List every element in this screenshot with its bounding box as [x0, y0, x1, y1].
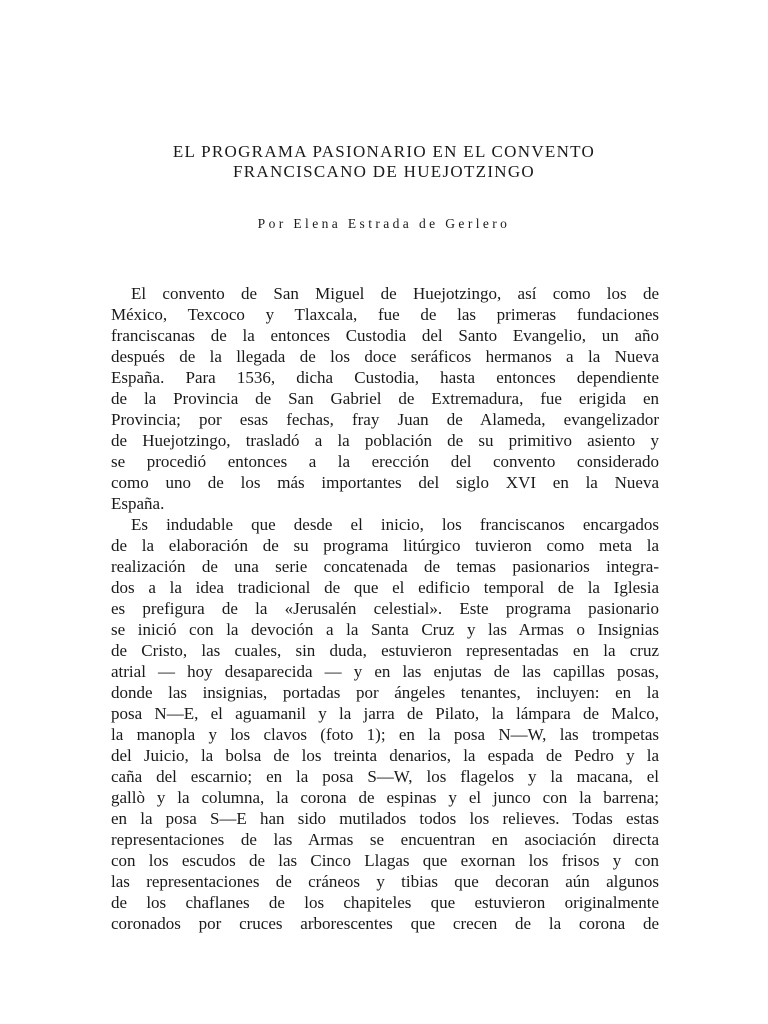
- text-line: con los escudos de las Cinco Llagas que exornan los frisos y con: [111, 851, 659, 870]
- text-line: franciscanas de la entonces Custodia del Santo Evangelio, un año: [111, 326, 659, 345]
- article-title-line-2: FRANCISCANO DE HUEJOTZINGO: [232, 162, 536, 181]
- text-line: representaciones de las Armas se encuentran en asociación directa: [111, 830, 659, 849]
- text-line: se inició con la devoción a la Santa Cruz y las Armas o Insignias: [111, 620, 659, 639]
- article-body: [111, 283, 659, 934]
- text-line: de Cristo, las cuales, sin duda, estuvieron representadas en la cruz: [111, 641, 659, 660]
- text-line: coronados por cruces arborescentes que crecen de la corona de: [111, 914, 659, 933]
- text-line: México, Texcoco y Tlaxcala, fue de las primeras fundaciones: [111, 305, 659, 324]
- text-line: Es indudable que desde el inicio, los franciscanos encargados: [131, 515, 659, 534]
- text-line: de los chaflanes de los chapiteles que estuvieron originalmente: [111, 893, 659, 912]
- text-line: posa N—E, el aguamanil y la jarra de Pilato, la lámpara de Malco,: [111, 704, 659, 723]
- text-line: donde las insignias, portadas por ángeles tenantes, incluyen: en la: [111, 683, 659, 702]
- author-byline: Por Elena Estrada de Gerlero: [257, 216, 511, 231]
- text-line: Provincia; por esas fechas, fray Juan de Alameda, evangelizador: [111, 410, 659, 429]
- text-line: es prefigura de la «Jerusalén celestial». Este programa pasionario: [111, 599, 659, 618]
- text-line: las representaciones de cráneos y tibias que decoran aún algunos: [111, 872, 659, 891]
- text-line: se procedió entonces a la erección del convento considerado: [111, 452, 659, 471]
- paragraph-1: [111, 283, 659, 514]
- text-line: España.: [111, 494, 165, 513]
- article-title-line-1: EL PROGRAMA PASIONARIO EN EL CONVENTO: [172, 142, 596, 161]
- text-line: de la elaboración de su programa litúrgico tuvieron como meta la: [111, 536, 659, 555]
- text-line: atrial — hoy desaparecida — y en las enjutas de las capillas posas,: [111, 662, 659, 681]
- text-line: como uno de los más importantes del siglo XVI en la Nueva: [111, 473, 659, 492]
- text-line: gallò y la columna, la corona de espinas y el junco con la barrena;: [111, 788, 659, 807]
- text-line: en la posa S—E han sido mutilados todos los relieves. Todas estas: [111, 809, 659, 828]
- text-line: de la Provincia de San Gabriel de Extremadura, fue erigida en: [111, 389, 659, 408]
- text-line: dos a la idea tradicional de que el edificio temporal de la Iglesia: [111, 578, 659, 597]
- paragraph-2: [111, 514, 659, 934]
- text-line: después de la llegada de los doce seráficos hermanos a la Nueva: [111, 347, 659, 366]
- text-line: del Juicio, la bolsa de los treinta denarios, la espada de Pedro y la: [111, 746, 659, 765]
- text-line: El convento de San Miguel de Huejotzingo, así como los de: [131, 284, 659, 303]
- text-line: España. Para 1536, dicha Custodia, hasta entonces dependiente: [111, 368, 659, 387]
- text-line: de Huejotzingo, trasladó a la población de su primitivo asiento y: [111, 431, 659, 450]
- article-title: [0, 142, 768, 182]
- text-line: realización de una serie concatenada de temas pasionarios integra-: [111, 557, 659, 576]
- text-line: caña del escarnio; en la posa S—W, los flagelos y la macana, el: [111, 767, 659, 786]
- text-line: la manopla y los clavos (foto 1); en la posa N—W, las trompetas: [111, 725, 659, 744]
